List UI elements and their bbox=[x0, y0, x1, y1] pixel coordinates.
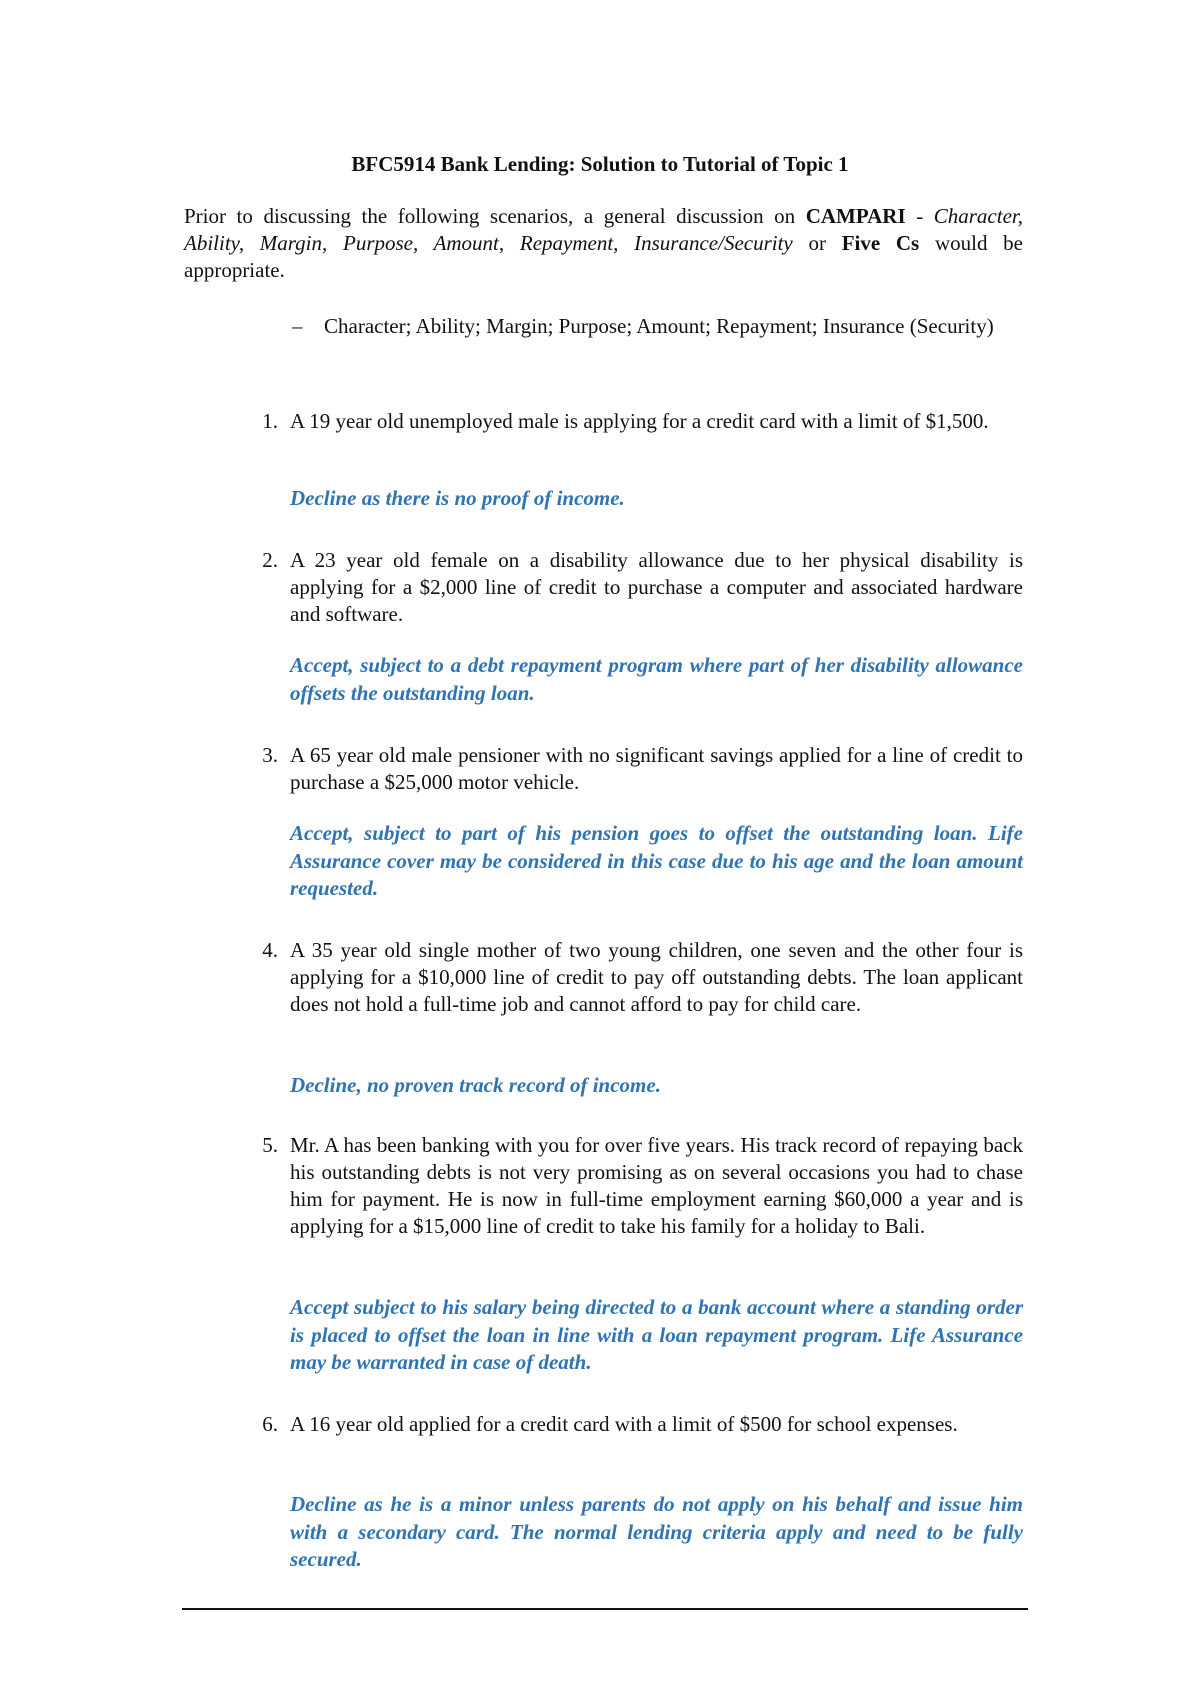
answer-5: Accept subject to his salary being directed to a bank account where a standing order is placed to offset the loan in line with a loan repayment program. Life Assurance may be warranted in case of death. bbox=[290, 1295, 1023, 1374]
question-3 bbox=[262, 742, 1023, 796]
question-text: Mr. A has been banking with you for over five years. His track record of repaying back his outstanding debts is not very promising as on several occasions you had to chase him for payment. He is now in full-time employment earning $60,000 a year and is applying for a $15,000 line of credit to take his family for a holiday to Bali. bbox=[290, 1133, 1023, 1238]
question-2 bbox=[262, 547, 1023, 628]
footer-rule bbox=[182, 1608, 1028, 1610]
question-text: A 35 year old single mother of two young children, one seven and the other four is applying for a $10,000 line of credit to pay off outstanding debts. The loan applicant does not hold a full-time job and cannot afford to pay for child care. bbox=[290, 938, 1023, 1016]
intro-text-2: - bbox=[905, 204, 934, 228]
question-6 bbox=[262, 1411, 1023, 1438]
answer-6: Decline as he is a minor unless parents do not apply on his behalf and issue him with a secondary card. The normal lending criteria apply and need to be fully secured. bbox=[290, 1492, 1023, 1571]
question-text: A 16 year old applied for a credit card with a limit of $500 for school expenses. bbox=[290, 1412, 958, 1436]
five-cs-term: Five Cs bbox=[841, 231, 920, 255]
answer-3: Accept, subject to part of his pension goes to offset the outstanding loan. Life Assurance cover may be considered in this case due to his age and the loan amount requested. bbox=[290, 821, 1023, 900]
question-number: 6. bbox=[262, 1412, 278, 1436]
dash-marker: – bbox=[292, 314, 303, 338]
campari-bullet bbox=[292, 313, 1023, 340]
question-number: 3. bbox=[262, 743, 278, 767]
question-number: 2. bbox=[262, 548, 278, 572]
intro-text-4: would be appropriate. bbox=[184, 231, 1023, 282]
question-text: A 19 year old unemployed male is applying for a credit card with a limit of $1,500. bbox=[290, 409, 989, 433]
question-number: 5. bbox=[262, 1133, 278, 1157]
answer-4: Decline, no proven track record of income. bbox=[290, 1073, 661, 1097]
question-4 bbox=[262, 937, 1023, 1018]
question-1 bbox=[262, 408, 1023, 435]
intro-paragraph bbox=[184, 203, 1023, 284]
question-text: A 65 year old male pensioner with no significant savings applied for a line of credit to purchase a $25,000 motor vehicle. bbox=[290, 743, 1023, 794]
campari-bullet-text: Character; Ability; Margin; Purpose; Amount; Repayment; Insurance (Security) bbox=[324, 314, 994, 338]
intro-text-1: Prior to discussing the following scenarios, a general discussion on bbox=[184, 204, 806, 228]
question-number: 4. bbox=[262, 938, 278, 962]
question-text: A 23 year old female on a disability allowance due to her physical disability is applying for a $2,000 line of credit to purchase a computer and associated hardware and software. bbox=[290, 548, 1023, 626]
campari-term: CAMPARI bbox=[805, 204, 906, 228]
intro-text-3: or bbox=[792, 231, 842, 255]
answer-1: Decline as there is no proof of income. bbox=[290, 486, 625, 510]
document-title: BFC5914 Bank Lending: Solution to Tutorial of Topic 1 bbox=[351, 152, 849, 176]
campari-terms-list: Character, Ability, Margin, Purpose, Amount, Repayment, Insurance/Security bbox=[184, 204, 1023, 255]
question-5 bbox=[262, 1132, 1023, 1240]
question-number: 1. bbox=[262, 409, 278, 433]
answer-2: Accept, subject to a debt repayment program where part of her disability allowance offsets the outstanding loan. bbox=[290, 653, 1023, 705]
